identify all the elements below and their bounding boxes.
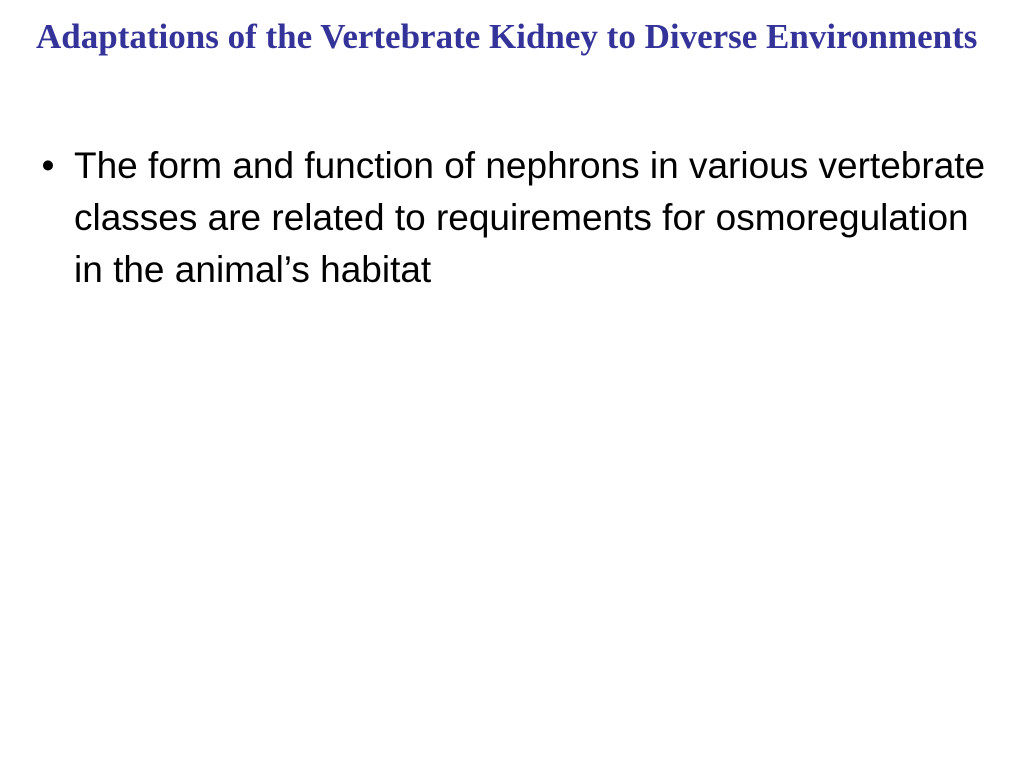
bullet-text: The form and function of nephrons in various vertebrate classes are related to requirements for osmoregulation in the animal’s habitat <box>74 145 986 290</box>
slide-title: Adaptations of the Vertebrate Kidney to Diverse Environments <box>36 17 978 56</box>
bullet-marker: • <box>41 145 55 186</box>
bullet-list <box>36 140 996 296</box>
bullet-item <box>36 140 996 296</box>
